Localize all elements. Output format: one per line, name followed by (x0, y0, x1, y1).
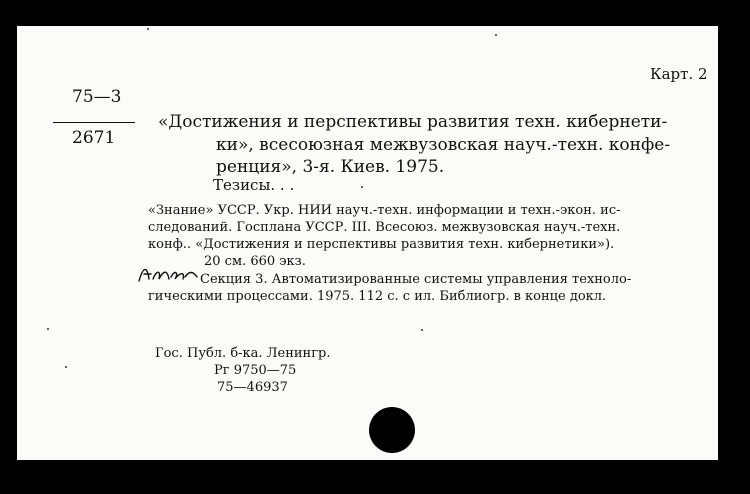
classification-rule (53, 122, 135, 123)
speck (495, 34, 497, 36)
title-line-2: ки», всесоюзная межвузовская науч.-техн. конфе- (216, 135, 671, 155)
speck (361, 186, 363, 188)
handwritten-annotation (135, 263, 201, 285)
library-name: Гос. Публ. б-ка. Ленингр. (155, 346, 331, 361)
series-line-1: Секция 3. Автоматизированные системы управления техноло- (200, 272, 632, 287)
classification-number: 75—3 (72, 87, 122, 107)
library-code: Рг 9750—75 (214, 363, 297, 378)
subtitle: Тезисы. . . (213, 176, 295, 194)
speck (65, 366, 67, 368)
speck (47, 328, 49, 330)
publisher-line-2: следований. Госплана УССР. III. Всесоюз. межвузовская науч.-техн. (148, 220, 621, 235)
publisher-line-3: конф.. «Достижения и перспективы развития техн. кибернетики»). (148, 237, 615, 252)
title-line-1: «Достижения и перспективы развития техн. кибернети- (158, 112, 668, 132)
card-number: Карт. 2 (650, 65, 708, 83)
library-id: 75—46937 (217, 380, 288, 395)
series-line-2: гическими процессами. 1975. 112 с. с ил. Библиогр. в конце докл. (148, 289, 607, 304)
publisher-line-1: «Знание» УССР. Укр. НИИ науч.-техн. информации и техн.-экон. ис- (148, 203, 621, 218)
catalog-card (17, 26, 718, 460)
card-punch-hole (369, 407, 415, 453)
physical-description: 20 см. 660 экз. (204, 254, 306, 269)
speck (421, 329, 423, 331)
speck (147, 28, 149, 30)
call-number: 2671 (72, 128, 116, 148)
title-line-3: ренция», 3-я. Киев. 1975. (216, 157, 445, 177)
